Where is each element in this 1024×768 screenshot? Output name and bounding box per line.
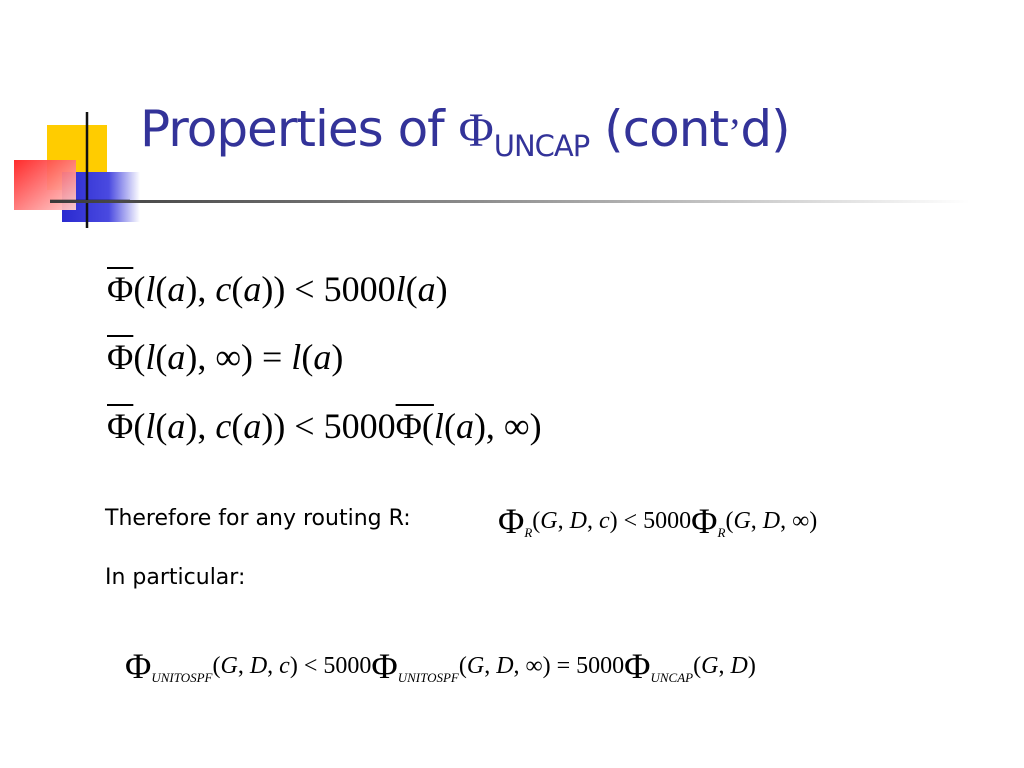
therefore-label: Therefore for any routing R:: [105, 506, 411, 531]
title-underline-rule: [50, 200, 970, 203]
slide-logo-decoration: [0, 0, 140, 230]
title-prefix: Properties of: [140, 100, 459, 158]
title-phi-symbol: Φ: [458, 104, 493, 157]
title-subscript: UNCAP: [493, 129, 590, 163]
title-suffix-open: (cont: [589, 100, 729, 158]
title-suffix-close: d): [740, 100, 790, 158]
equation-3: $\overline{\Phi}(l(a)$, c(a)) < 5000Φ(l(a), ∞): [107, 406, 542, 446]
equation-1: $\overline{\Phi}(l(a)$, c(a)) < 5000l(a): [107, 269, 448, 309]
final-equation: $\Phi_{UNITOSPF}(G$, D, $c) < 5000\Phi_{UNITOSPF}(G$, D, ∞) = $5000\Phi_{UNCAP}(G$, D): [125, 646, 756, 686]
equation-2: $\overline{\Phi}(l(a)$, ∞) = l(a): [107, 337, 344, 377]
routing-equation: $\Phi_R(G$, D, $c) < 5000\Phi_R(G$, D, ∞): [498, 501, 818, 541]
slide-title: [140, 100, 790, 163]
title-apostrophe: ’: [728, 110, 741, 155]
in-particular-label: In particular:: [105, 565, 246, 590]
